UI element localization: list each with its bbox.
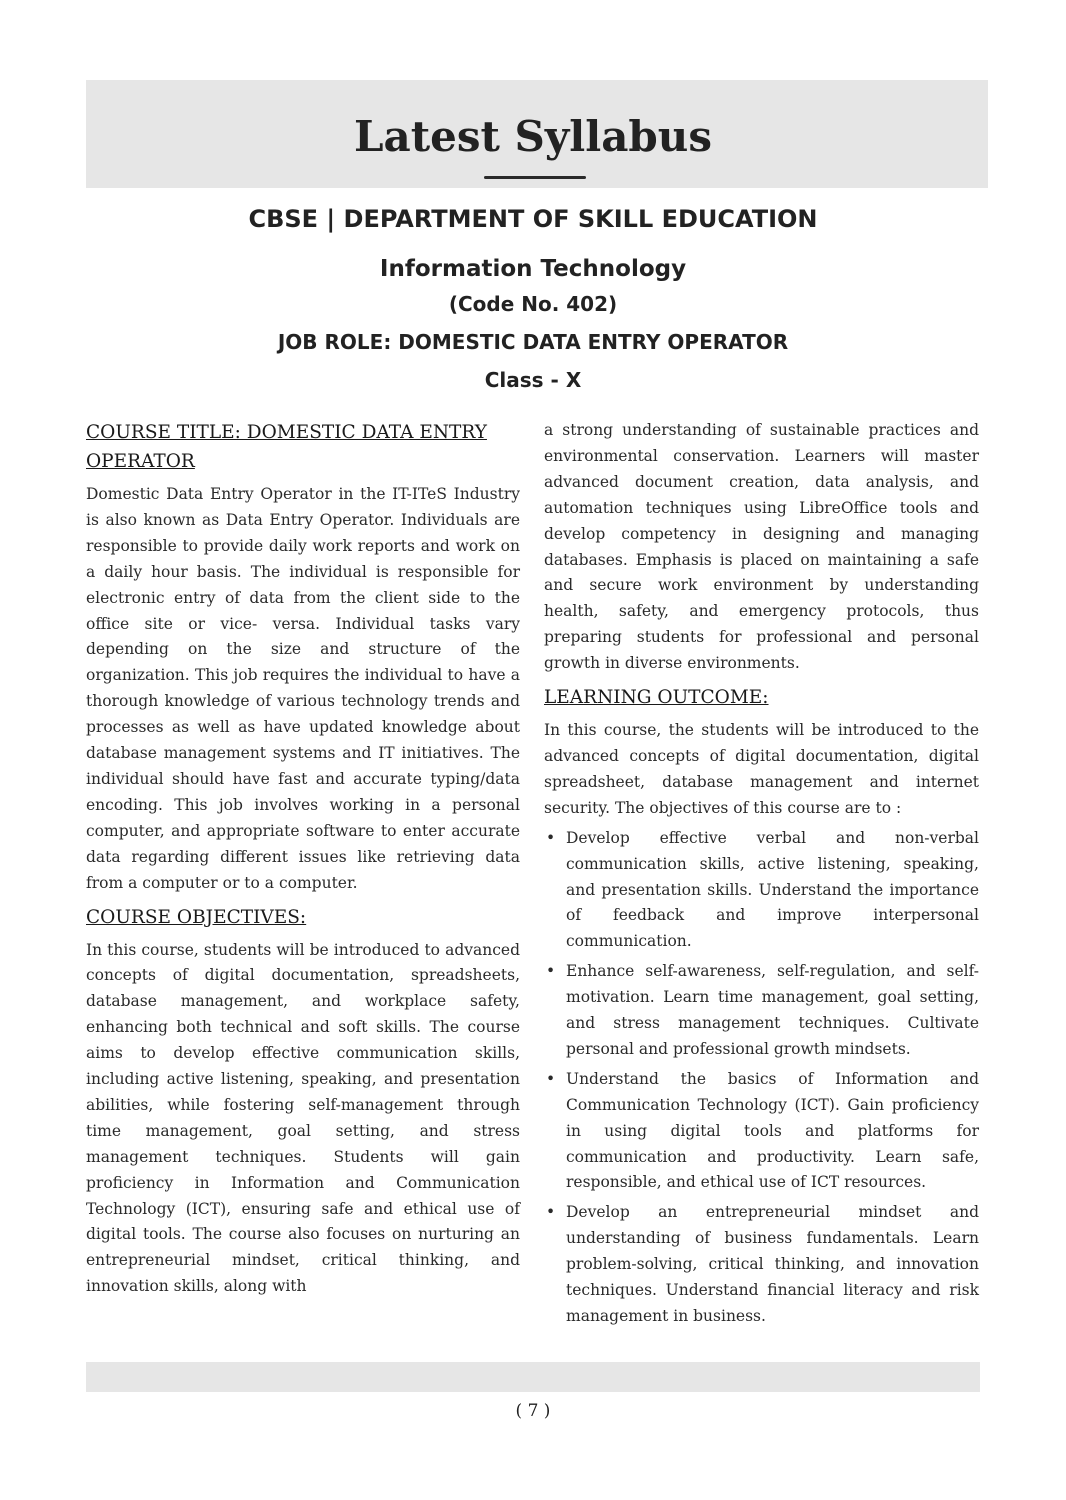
learning-outcome-intro: In this course, the students will be introduced to the advanced concepts of digital documentation, digital spreadsheet, database management and internet security. The objectives of this course are to : — [544, 721, 979, 817]
class-heading: Class - X — [484, 368, 582, 392]
list-item-text: Develop effective verbal and non-verbal communication skills, active listening, speaking, and presentation skills. Understand the importance of feedback and improve interpersonal communication. — [566, 828, 979, 951]
list-item-text: Enhance self-awareness, self-regulation, and self-motivation. Learn time management, goal setting, and stress management techniques. Cultivate personal and professional growth mindsets. — [566, 962, 979, 1058]
course-objectives-heading: COURSE OBJECTIVES: — [86, 906, 307, 928]
list-item — [544, 1067, 979, 1197]
page-number: ( 7 ) — [515, 1401, 551, 1421]
code-heading: (Code No. 402) — [448, 292, 618, 316]
list-item — [544, 1200, 979, 1330]
title-underline — [484, 176, 586, 179]
bullet-icon: • — [546, 1203, 556, 1222]
footer-bar — [86, 1362, 980, 1392]
job-role-heading: JOB ROLE: DOMESTIC DATA ENTRY OPERATOR — [277, 330, 789, 354]
course-title-heading: COURSE TITLE: DOMESTIC DATA ENTRY OPERATOR — [86, 422, 487, 472]
bullet-icon: • — [546, 828, 556, 847]
list-item-text: Understand the basics of Information and Communication Technology (ICT). Gain proficiency in using digital tools and platforms for communication and productivity. Learn safe, responsible, and ethical use of ICT resources. — [566, 1069, 979, 1192]
course-objectives-text: In this course, students will be introduced to advanced concepts of digital documentation, spreadsheets, database management, and workplace safety, enhancing both technical and soft skills. The course aims to develop effective communication skills, including active listening, speaking, and presentation abilities, while fostering self-management through time management, goal setting, and stress management techniques. Students will gain proficiency in Information and Communication Technology (ICT), ensuring safe and ethical use of digital tools. The course also focuses on nurturing an entrepreneurial mindset, critical thinking, and innovation skills, along with — [86, 940, 520, 1296]
list-item — [544, 959, 979, 1063]
page-title: Latest Syllabus — [354, 112, 712, 161]
course-title-text: Domestic Data Entry Operator in the IT-ITeS Industry is also known as Data Entry Operator. Individuals are responsible to provide daily work reports and work on a daily hour basis. The individual is responsible for electronic entry of data from the client side to the office site or vice- versa. Individual tasks vary depending on the size and structure of the organization. This job requires the individual to have a thorough knowledge of various technology trends and processes as well as have updated knowledge about database management systems and IT initiatives. The individual should have fast and accurate typing/data encoding. This job involves working in a personal computer, and appropriate software to enter accurate data regarding different issues like retrieving data from a computer or to a computer. — [86, 485, 520, 892]
learning-outcome-heading: LEARNING OUTCOME: — [544, 687, 769, 709]
learning-outcome-list — [544, 826, 979, 1330]
board-heading: CBSE | DEPARTMENT OF SKILL EDUCATION — [248, 205, 818, 233]
bullet-icon: • — [546, 1069, 556, 1088]
list-item — [544, 826, 979, 956]
bullet-icon: • — [546, 962, 556, 981]
subject-heading: Information Technology — [379, 256, 687, 282]
course-objectives-text-continued: a strong understanding of sustainable practices and environmental conservation. Learners will master advanced document creation, data analysis, and automation techniques using LibreOffice tools and develop competency in designing and managing databases. Emphasis is placed on maintaining a safe and secure work environment by understanding health, safety, and emergency protocols, thus preparing students for professional and personal growth in diverse environments. — [544, 421, 979, 673]
left-column — [86, 418, 520, 1300]
list-item-text: Develop an entrepreneurial mindset and understanding of business fundamentals. Learn problem-solving, critical thinking, and innovation techniques. Understand financial literacy and risk management in business. — [566, 1203, 979, 1325]
right-column — [544, 418, 979, 1334]
